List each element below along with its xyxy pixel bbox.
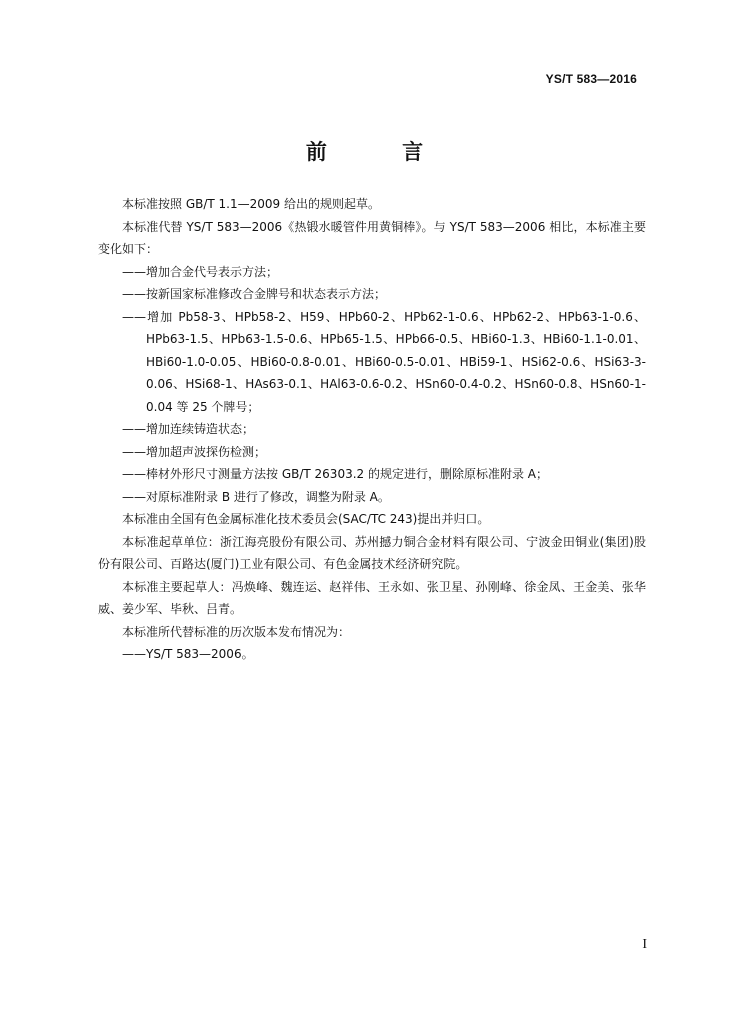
change-item: ——对原标准附录 B 进行了修改，调整为附录 A。 (122, 489, 390, 504)
paragraph-history: 本标准所代替标准的历次版本发布情况为： (122, 624, 351, 639)
change-item: ——按新国家标准修改合金牌号和状态表示方法； (122, 287, 387, 301)
change-item: ——增加 Pb58-3、HPb58-2、H59、HPb60-2、HPb62-1-0.6、HPb62-2、HPb63-1-0.6、HPb63-1.5、HPb63-1.5-0.6、HPb65-1.5、HPb66-0.5、HBi60-1.3、HBi60-1.1-0.01、HBi60-1.0-0.05、HBi60-0.8-0.01、HBi60-0.5-0.01、HBi59-1、HSi62-0.6、HSi63-3-0.06、HSi68-1、HAs63-0.1、HAl63-0.6-0.2、HSn60-0.4-0.2、HSn60-0.8、HSn60-1-0.04 等 25 个牌号； (122, 309, 646, 414)
paragraph-proposer: 本标准由全国有色金属标准化技术委员会(SAC/TC 243)提出并归口。 (122, 512, 490, 526)
paragraph-replacement: 本标准代替 YS/T 583—2006《热锻水暖管件用黄铜棒》。与 YS/T 583—2006 相比，本标准主要变化如下： (98, 219, 646, 256)
standard-code: YS/T 583—2016 (545, 72, 637, 86)
page-title: 前 言 (305, 140, 458, 164)
paragraph-drafters: 本标准主要起草人：冯焕峰、魏连运、赵祥伟、王永如、张卫星、孙刚峰、徐金凤、王金美、张华威、姜少军、毕秋、吕青。 (98, 579, 646, 616)
page-number: I (642, 937, 647, 952)
change-item: ——增加合金代号表示方法； (122, 264, 279, 279)
change-item: ——棒材外形尺寸测量方法按 GB/T 26303.2 的规定进行，删除原标准附录 A； (122, 467, 548, 481)
history-item: ——YS/T 583—2006。 (122, 647, 254, 661)
paragraph-drafting-units: 本标准起草单位：浙江海亮股份有限公司、苏州撼力铜合金材料有限公司、宁波金田铜业(集团)股份有限公司、百路达(厦门)工业有限公司、有色金属技术经济研究院。 (98, 534, 646, 571)
change-item: ——增加超声波探伤检测； (122, 444, 267, 459)
change-item: ——增加连续铸造状态； (122, 422, 255, 436)
foreword-body (98, 193, 646, 666)
paragraph-drafting-rules: 本标准按照 GB/T 1.1—2009 给出的规则起草。 (122, 197, 380, 211)
